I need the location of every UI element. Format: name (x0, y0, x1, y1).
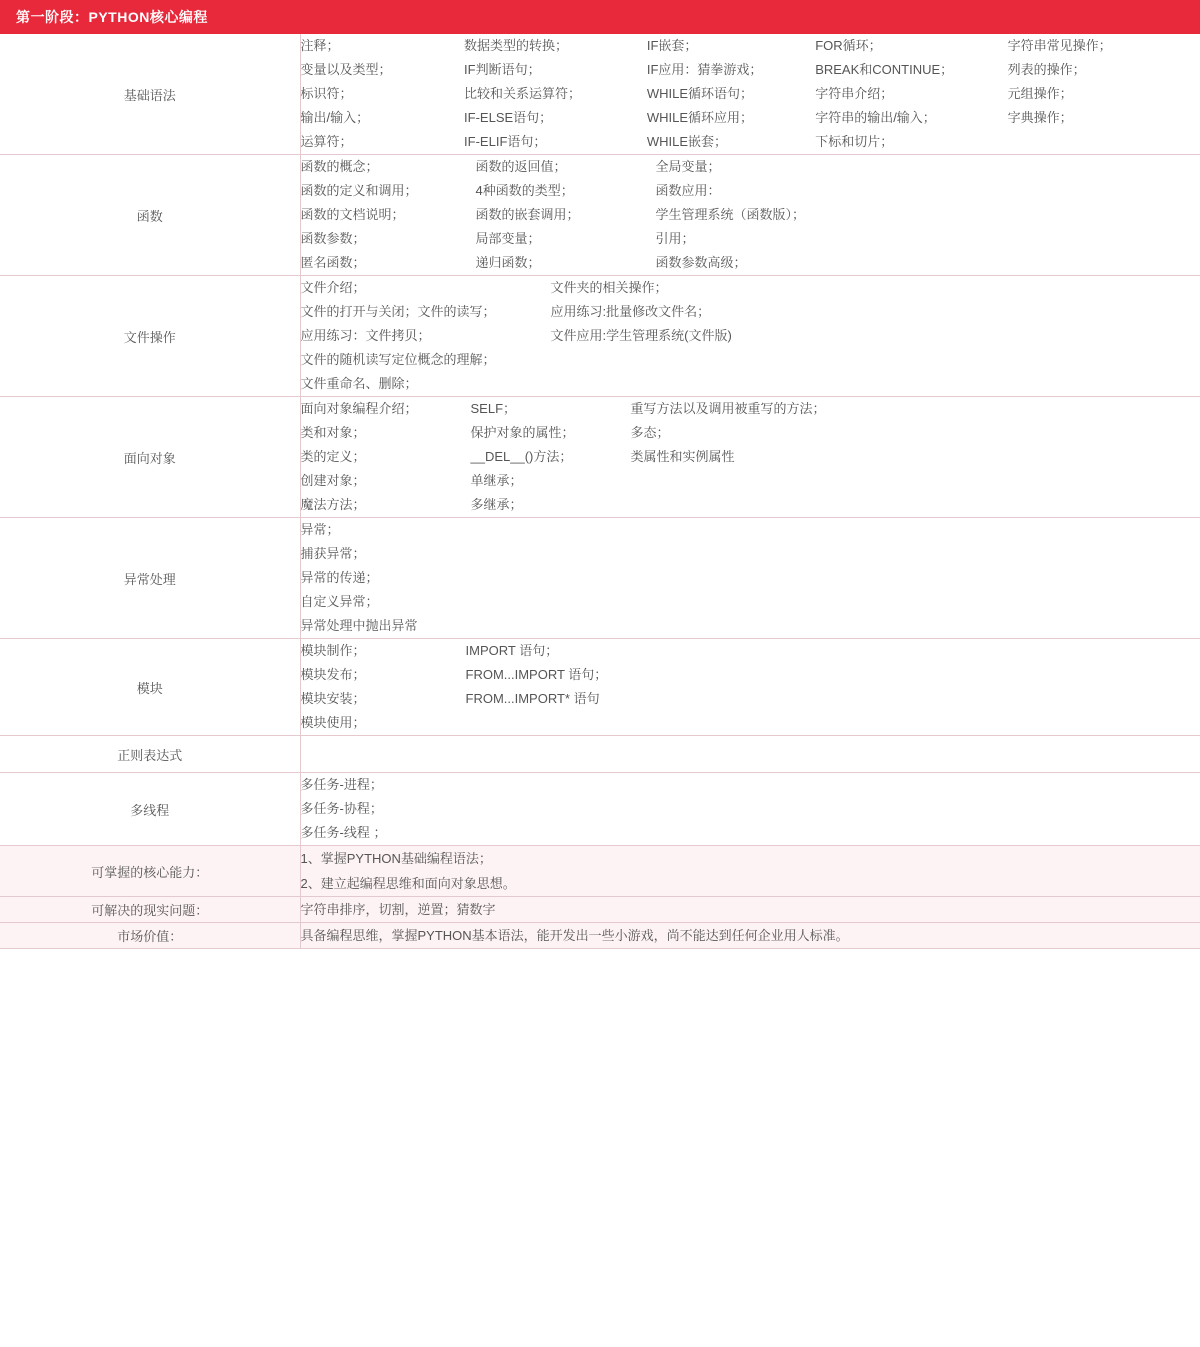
table-row (0, 518, 1200, 639)
row-body (300, 639, 1200, 736)
topic-item: 输出/输入； (300, 110, 370, 125)
row-label: 文件操作 (0, 276, 300, 397)
topic-item: 异常的传递； (300, 570, 379, 585)
topic-item: SELF； (470, 401, 517, 416)
syllabus-body (0, 34, 1200, 949)
topic-item: 元组操作； (1007, 86, 1073, 101)
topic-item: 标识符； (300, 86, 353, 101)
table-row (0, 773, 1200, 846)
stage-header (0, 0, 1200, 34)
summary-row (0, 897, 1200, 923)
topic-item: 捕获异常； (300, 546, 366, 561)
topic-item: 字符串常见操作； (1007, 38, 1112, 53)
row-body (300, 276, 1200, 397)
topic-column (301, 518, 1200, 638)
topic-item: 函数应用： (655, 183, 721, 198)
topic-item: 模块使用； (300, 715, 366, 730)
row-body (300, 773, 1200, 846)
topic-columns (301, 518, 1200, 638)
topic-item: 函数参数； (300, 231, 366, 246)
topic-columns (301, 773, 1200, 845)
topic-item: 函数的概念； (300, 159, 379, 174)
topic-item: IMPORT 语句； (465, 643, 559, 658)
topic-item: 文件夹的相关操作； (550, 280, 668, 295)
topic-item: 下标和切片； (815, 134, 894, 149)
topic-item: 文件的随机读写定位概念的理解； (300, 352, 496, 367)
topic-item: 多态； (630, 425, 670, 440)
summary-label: 可解决的现实问题： (0, 897, 300, 923)
topic-column (466, 639, 886, 735)
summary-lines (301, 897, 1200, 922)
summary-line: 字符串排序，切割，逆置；猜数字 (300, 902, 496, 917)
topic-item: 多继承； (470, 497, 523, 512)
topic-column (815, 34, 1007, 154)
topic-column (301, 276, 551, 396)
topic-column (471, 397, 631, 517)
topic-item: 函数参数高级； (655, 255, 747, 270)
topic-item: 匿名函数； (300, 255, 366, 270)
topic-item: 文件的打开与关闭；文件的读写； (300, 304, 496, 319)
summary-label: 可掌握的核心能力： (0, 846, 300, 897)
topic-item: IF判断语句； (464, 62, 541, 77)
topic-item: 类属性和实例属性 (630, 449, 735, 464)
syllabus-grid (0, 34, 1200, 949)
row-label: 异常处理 (0, 518, 300, 639)
topic-column (301, 639, 466, 735)
row-label: 正则表达式 (0, 736, 300, 773)
topic-item: WHILE嵌套； (646, 134, 727, 149)
table-row (0, 155, 1200, 276)
topic-item: 字典操作； (1007, 110, 1073, 125)
topic-columns (301, 155, 1200, 275)
topic-item: IF嵌套； (646, 38, 698, 53)
topic-column (301, 34, 465, 154)
summary-line: 2、建立起编程思维和面向对象思想。 (300, 876, 516, 891)
summary-row (0, 923, 1200, 949)
table-row (0, 34, 1200, 155)
topic-item: 模块安装； (300, 691, 366, 706)
topic-item: 模块制作； (300, 643, 366, 658)
topic-item: 类和对象； (300, 425, 366, 440)
summary-body (300, 846, 1200, 897)
topic-item: 字符串的输出/输入； (815, 110, 936, 125)
topic-item: 异常； (300, 522, 340, 537)
topic-item: 函数的文档说明； (300, 207, 405, 222)
topic-item: 文件重命名、删除； (300, 376, 418, 391)
summary-line: 1、掌握PYTHON基础编程语法； (300, 851, 492, 866)
topic-item: 重写方法以及调用被重写的方法； (630, 401, 826, 416)
topic-column (551, 276, 881, 396)
stage-title: 第一阶段：PYTHON核心编程 (16, 9, 208, 25)
topic-columns (301, 276, 1200, 396)
topic-item: 局部变量； (475, 231, 541, 246)
summary-lines (301, 846, 1200, 896)
table-row (0, 736, 1200, 773)
topic-item: 模块发布； (300, 667, 366, 682)
summary-body (300, 923, 1200, 949)
row-label: 模块 (0, 639, 300, 736)
topic-item: 自定义异常； (300, 594, 379, 609)
topic-item: 多任务-进程； (300, 777, 383, 792)
topic-item: 递归函数； (475, 255, 541, 270)
topic-item: 异常处理中抛出异常 (300, 618, 418, 633)
topic-item: IF应用：猜拳游戏； (646, 62, 763, 77)
topic-columns (301, 397, 1200, 517)
table-row (0, 639, 1200, 736)
topic-item: 数据类型的转换； (464, 38, 569, 53)
topic-item: 应用练习:批量修改文件名； (550, 304, 711, 319)
summary-row (0, 846, 1200, 897)
row-label: 多线程 (0, 773, 300, 846)
table-row (0, 397, 1200, 518)
table-row (0, 276, 1200, 397)
topic-item: 保护对象的属性； (470, 425, 575, 440)
topic-item: 类的定义； (300, 449, 366, 464)
topic-item: 多任务-协程； (300, 801, 383, 816)
topic-item: IF-ELSE语句； (464, 110, 553, 125)
row-body (300, 736, 1200, 773)
topic-item: 文件介绍； (300, 280, 366, 295)
row-body (300, 34, 1200, 155)
topic-item: 函数的定义和调用； (300, 183, 418, 198)
summary-line: 具备编程思维，掌握PYTHON基本语法，能开发出一些小游戏，尚不能达到任何企业用人标准。 (300, 928, 849, 943)
topic-item: WHILE循环语句； (646, 86, 753, 101)
row-label: 函数 (0, 155, 300, 276)
topic-item: __DEL__()方法； (470, 449, 573, 464)
topic-item: 运算符； (300, 134, 353, 149)
topic-item: 4种函数的类型； (475, 183, 574, 198)
topic-item: 函数的嵌套调用； (475, 207, 580, 222)
row-body (300, 397, 1200, 518)
row-label: 面向对象 (0, 397, 300, 518)
topic-item: 魔法方法； (300, 497, 366, 512)
topic-item: 学生管理系统（函数版）； (655, 207, 806, 222)
topic-item: 应用练习：文件拷贝； (300, 328, 431, 343)
topic-item: 面向对象编程介绍； (300, 401, 418, 416)
topic-item: BREAK和CONTINUE； (815, 62, 954, 77)
topic-item: 全局变量； (655, 159, 721, 174)
topic-item: WHILE循环应用； (646, 110, 753, 125)
topic-column (476, 155, 656, 275)
topic-item: 列表的操作； (1007, 62, 1086, 77)
row-body (300, 155, 1200, 276)
topic-column (656, 155, 956, 275)
topic-columns (301, 34, 1200, 154)
topic-item: 变量以及类型； (300, 62, 392, 77)
topic-columns (301, 639, 1200, 735)
topic-item: IF-ELIF语句； (464, 134, 547, 149)
topic-column (464, 34, 647, 154)
topic-item: 文件应用:学生管理系统(文件版) (550, 328, 732, 343)
topic-item: 单继承； (470, 473, 523, 488)
row-body (300, 518, 1200, 639)
topic-item: 比较和关系运算符； (464, 86, 582, 101)
topic-item: FROM...IMPORT 语句； (465, 667, 608, 682)
topic-item: 函数的返回值； (475, 159, 567, 174)
topic-column (301, 397, 471, 517)
topic-column (301, 155, 476, 275)
topic-column (1008, 34, 1200, 154)
topic-item: FOR循环； (815, 38, 882, 53)
row-label: 基础语法 (0, 34, 300, 155)
summary-body (300, 897, 1200, 923)
topic-item: 创建对象； (300, 473, 366, 488)
topic-column (647, 34, 815, 154)
topic-item: 注释； (300, 38, 340, 53)
topic-column (301, 773, 1200, 845)
topic-item: 多任务-线程 ； (300, 825, 387, 840)
topic-column (631, 397, 1051, 517)
summary-lines (301, 923, 1200, 948)
topic-item: 字符串介绍； (815, 86, 894, 101)
topic-item: FROM...IMPORT* 语句 (465, 691, 600, 706)
summary-label: 市场价值： (0, 923, 300, 949)
topic-item: 引用； (655, 231, 695, 246)
